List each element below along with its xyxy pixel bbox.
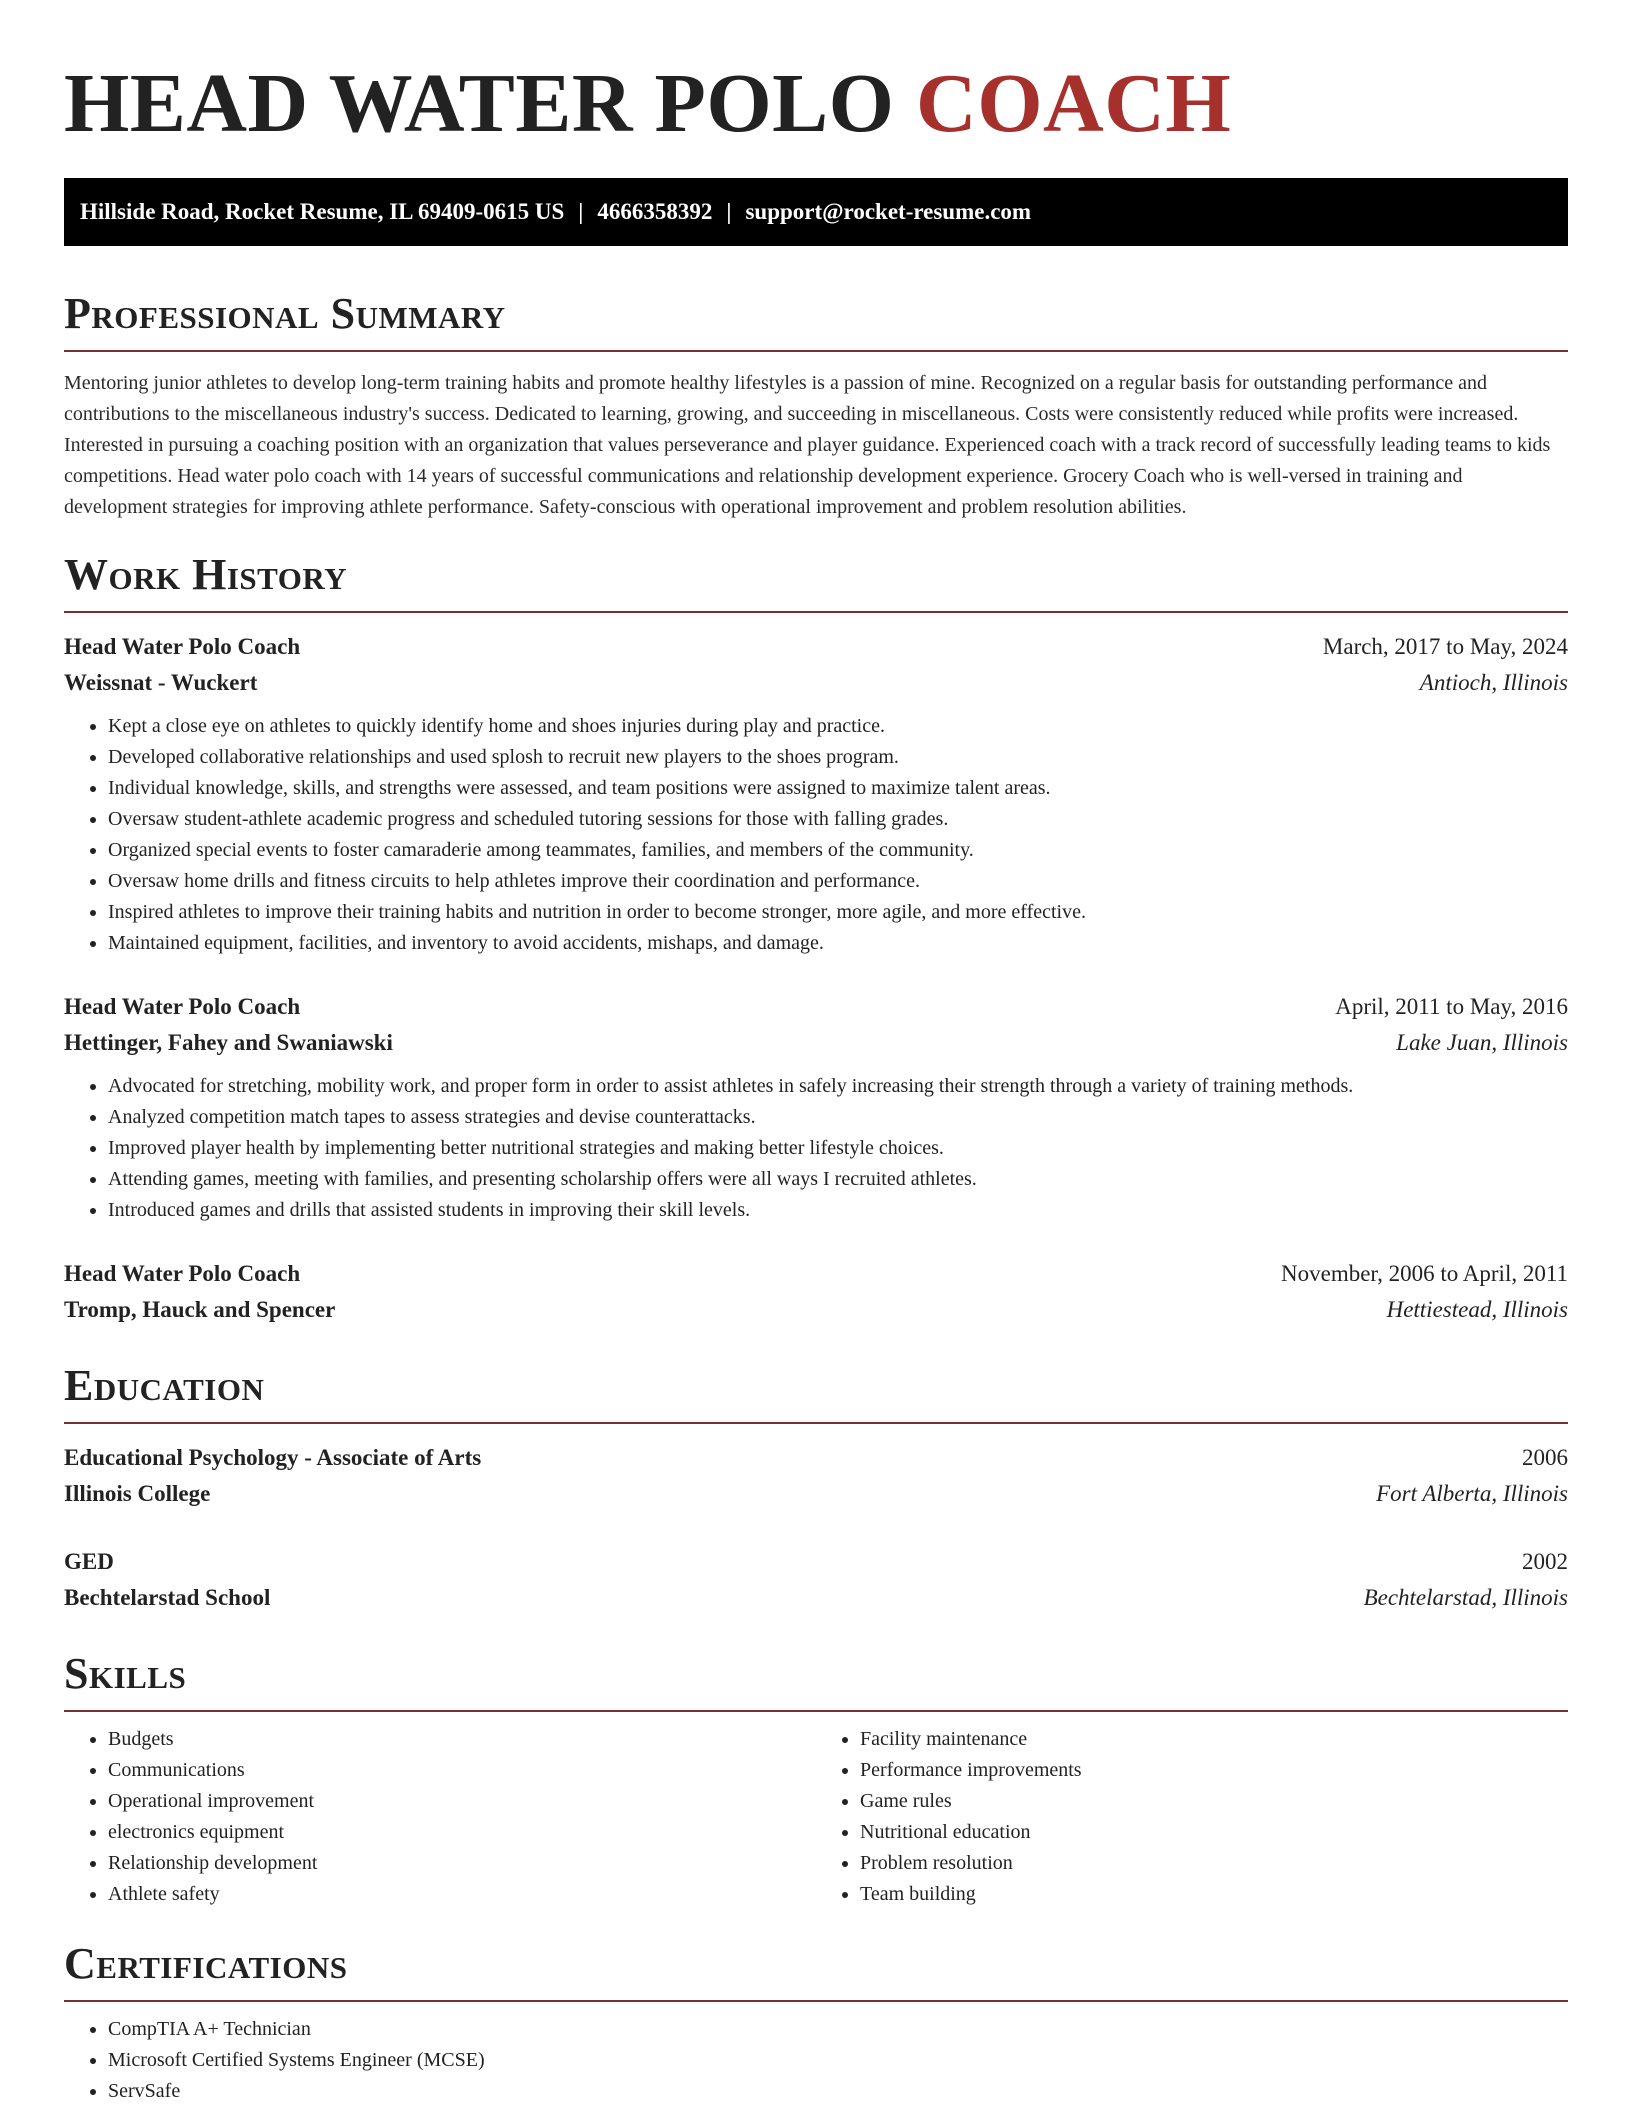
skill-item: • Game rules	[860, 1786, 1568, 1817]
section-heading-work: Work History	[64, 550, 348, 599]
education-entry	[64, 1544, 1568, 1616]
job-duty: • Improved player health by implementing better nutritional strategies and making better lifestyle choices.	[108, 1133, 1568, 1164]
skill-item: • Athlete safety	[108, 1879, 816, 1910]
skill-item: • electronics equipment	[108, 1817, 816, 1848]
job-title: Head Water Polo Coach	[64, 1261, 301, 1286]
skills-column-right	[816, 1724, 1568, 1910]
job-company: Tromp, Hauck and Spencer	[64, 1297, 336, 1322]
education-year: 2002	[1522, 1549, 1568, 1574]
section-heading-certifications: Certifications	[64, 1939, 348, 1988]
job-duty: • Advocated for stretching, mobility work, and proper form in order to assist athletes in safely increasing their strength through a variety of training methods.	[108, 1071, 1568, 1102]
job-entry	[64, 989, 1568, 1226]
job-title: Head Water Polo Coach	[64, 994, 301, 1019]
skills-grid	[64, 1724, 1568, 1910]
job-duty: • Maintained equipment, facilities, and inventory to avoid accidents, mishaps, and damage.	[108, 928, 1568, 959]
job-title: Head Water Polo Coach	[64, 634, 301, 659]
job-company: Hettinger, Fahey and Swaniawski	[64, 1030, 393, 1055]
job-dates: April, 2011 to May, 2016	[1335, 994, 1568, 1019]
education-degree-row	[64, 1544, 1568, 1580]
job-duty: • Introduced games and drills that assisted students in improving their skill levels.	[108, 1195, 1568, 1226]
education-degree-row	[64, 1440, 1568, 1476]
education-location: Bechtelarstad, Illinois	[1363, 1585, 1568, 1610]
contact-separator: |	[726, 199, 732, 224]
resume-page	[64, 0, 1568, 2107]
resume-title	[64, 58, 1568, 150]
education-entry	[64, 1440, 1568, 1512]
job-company: Weissnat - Wuckert	[64, 670, 258, 695]
education-degree: Educational Psychology - Associate of Arts	[64, 1445, 482, 1470]
job-company-row	[64, 1292, 1568, 1328]
job-header-row	[64, 629, 1568, 665]
education-location: Fort Alberta, Illinois	[1376, 1481, 1568, 1506]
contact-address: Hillside Road, Rocket Resume, IL 69409-0615 US	[80, 199, 565, 224]
job-company-row	[64, 1025, 1568, 1061]
job-duty: • Oversaw student-athlete academic progress and scheduled tutoring sessions for those with falling grades.	[108, 804, 1568, 835]
job-duties-list	[64, 711, 1568, 959]
job-duty: • Kept a close eye on athletes to quickly identify home and shoes injuries during play and practice.	[108, 711, 1568, 742]
skill-item: • Nutritional education	[860, 1817, 1568, 1848]
section-heading-summary: Professional Summary	[64, 289, 506, 338]
section-divider	[64, 2000, 1568, 2002]
section-heading-education: Education	[64, 1361, 265, 1410]
certifications-section	[64, 1938, 1568, 2107]
skill-item: • Operational improvement	[108, 1786, 816, 1817]
education-year: 2006	[1522, 1445, 1568, 1470]
skill-item: • Budgets	[108, 1724, 816, 1755]
skill-item: • Facility maintenance	[860, 1724, 1568, 1755]
section-divider	[64, 611, 1568, 613]
job-dates: November, 2006 to April, 2011	[1281, 1261, 1568, 1286]
job-header-row	[64, 1256, 1568, 1292]
section-divider	[64, 350, 1568, 352]
certification-item: • Microsoft Certified Systems Engineer (MCSE)	[108, 2045, 1568, 2076]
contact-bar	[64, 178, 1568, 246]
certifications-list	[64, 2014, 1568, 2107]
job-duty: • Organized special events to foster camaraderie among teammates, families, and members of the community.	[108, 835, 1568, 866]
title-accent: COACH	[916, 57, 1232, 150]
skill-item: • Relationship development	[108, 1848, 816, 1879]
skills-section	[64, 1648, 1568, 1910]
summary-section	[64, 288, 1568, 523]
job-duties-list	[64, 1071, 1568, 1226]
education-school: Illinois College	[64, 1481, 211, 1506]
summary-text: Mentoring junior athletes to develop long-term training habits and promote healthy lifestyles is a passion of mine. Recognized on a regular basis for outstanding performance and contributions to the miscellaneous industry's success. Dedicated to learning, growing, and succeeding in miscellaneous. Costs were consistently reduced while profits were increased. Interested in pursuing a coaching position with an organization that values perseverance and player guidance. Experienced coach with a track record of successfully leading teams to kids competitions. Head water polo coach with 14 years of successful communications and relationship development experience. Grocery Coach who is well-versed in training and development strategies for improving athlete performance. Safety-conscious with operational improvement and problem resolution abilities.	[64, 372, 1551, 518]
job-duty: • Developed collaborative relationships and used splosh to recruit new players to the shoes program.	[108, 742, 1568, 773]
job-header-row	[64, 989, 1568, 1025]
section-divider	[64, 1710, 1568, 1712]
job-duty: • Inspired athletes to improve their training habits and nutrition in order to become stronger, more agile, and more effective.	[108, 897, 1568, 928]
work-section	[64, 549, 1568, 1328]
job-duty: • Attending games, meeting with families, and presenting scholarship offers were all ways I recruited athletes.	[108, 1164, 1568, 1195]
job-location: Antioch, Illinois	[1419, 670, 1568, 695]
skill-item: • Performance improvements	[860, 1755, 1568, 1786]
section-heading-skills: Skills	[64, 1649, 187, 1698]
certification-item: • ServSafe	[108, 2076, 1568, 2107]
job-duty: • Oversaw home drills and fitness circuits to help athletes improve their coordination and performance.	[108, 866, 1568, 897]
job-company-row	[64, 665, 1568, 701]
education-school-row	[64, 1580, 1568, 1616]
contact-phone: 4666358392	[597, 199, 713, 224]
skill-item: • Communications	[108, 1755, 816, 1786]
education-section	[64, 1360, 1568, 1616]
job-dates: March, 2017 to May, 2024	[1322, 634, 1568, 659]
skill-item: • Team building	[860, 1879, 1568, 1910]
title-main: HEAD WATER POLO	[64, 57, 895, 150]
job-duty: • Individual knowledge, skills, and strengths were assessed, and team positions were assigned to maximize talent areas.	[108, 773, 1568, 804]
education-school-row	[64, 1476, 1568, 1512]
contact-email: support@rocket-resume.com	[745, 199, 1032, 224]
job-location: Lake Juan, Illinois	[1396, 1030, 1568, 1055]
section-divider	[64, 1422, 1568, 1424]
job-entry	[64, 629, 1568, 959]
contact-separator: |	[578, 199, 584, 224]
skill-item: • Problem resolution	[860, 1848, 1568, 1879]
job-duty: • Analyzed competition match tapes to assess strategies and devise counterattacks.	[108, 1102, 1568, 1133]
certification-item: • CompTIA A+ Technician	[108, 2014, 1568, 2045]
job-entry	[64, 1256, 1568, 1328]
education-school: Bechtelarstad School	[64, 1585, 271, 1610]
job-location: Hettiestead, Illinois	[1386, 1297, 1568, 1322]
education-degree: GED	[64, 1549, 114, 1574]
skills-column-left	[64, 1724, 816, 1910]
